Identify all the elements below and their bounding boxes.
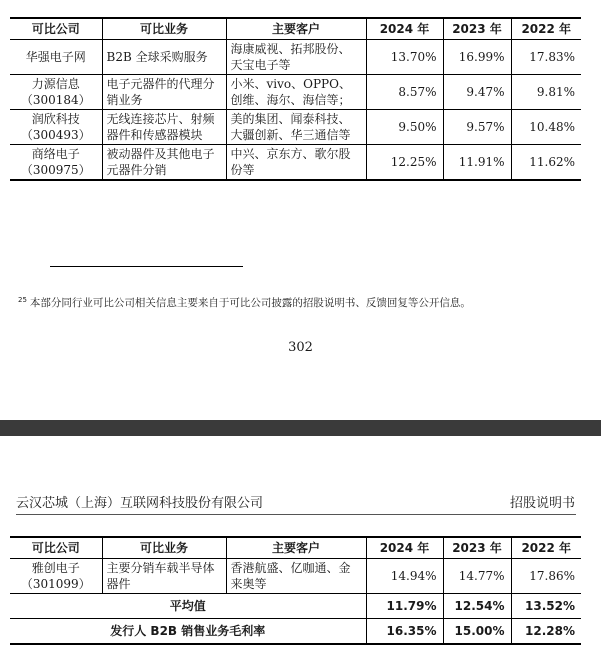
header-2022: 2022 年 xyxy=(511,537,581,559)
cell-company: 雅创电子（301099） xyxy=(10,559,102,594)
cell-2024: 14.94% xyxy=(366,559,443,594)
cell-company: 润欣科技（300493） xyxy=(10,110,102,145)
cell-customers: 海康威视、拓邦股份、天宝电子等 xyxy=(226,40,366,75)
cell-2022: 17.83% xyxy=(511,40,581,75)
cell-business: 电子元器件的代理分销业务 xyxy=(102,75,226,110)
header-2023: 2023 年 xyxy=(443,537,511,559)
document-page-next xyxy=(0,436,601,655)
header-customers: 主要客户 xyxy=(226,18,366,40)
average-2022: 13.52% xyxy=(511,594,581,619)
cell-company: 力源信息（300184） xyxy=(10,75,102,110)
comparable-companies-table-continued xyxy=(10,536,581,645)
issuer-2022: 12.28% xyxy=(511,619,581,645)
cell-2023: 14.77% xyxy=(443,559,511,594)
running-header-doc-type: 招股说明书 xyxy=(509,496,575,511)
table-header-row xyxy=(10,18,581,40)
issuer-2024: 16.35% xyxy=(366,619,443,645)
table-row xyxy=(10,75,581,110)
cell-2024: 13.70% xyxy=(366,40,443,75)
cell-2024: 9.50% xyxy=(366,110,443,145)
header-company: 可比公司 xyxy=(10,537,102,559)
comparable-companies-table xyxy=(10,17,581,181)
cell-business: 主要分销车载半导体器件 xyxy=(102,559,226,594)
header-2023: 2023 年 xyxy=(443,18,511,40)
cell-2022: 11.62% xyxy=(511,145,581,181)
cell-2024: 12.25% xyxy=(366,145,443,181)
cell-2024: 8.57% xyxy=(366,75,443,110)
table-row xyxy=(10,145,581,181)
cell-2023: 9.47% xyxy=(443,75,511,110)
footnote xyxy=(18,295,471,310)
table-row xyxy=(10,559,581,594)
table-row xyxy=(10,110,581,145)
cell-2022: 17.86% xyxy=(511,559,581,594)
footnote-number: 25 xyxy=(18,296,27,304)
footnote-text: 本部分同行业可比公司相关信息主要来自于可比公司披露的招股说明书、反馈回复等公开信息。 xyxy=(29,297,471,309)
average-2023: 12.54% xyxy=(443,594,511,619)
issuer-label: 发行人 B2B 销售业务毛利率 xyxy=(10,619,366,645)
cell-business: 无线连接芯片、射频器件和传感器模块 xyxy=(102,110,226,145)
average-row xyxy=(10,594,581,619)
header-rule xyxy=(16,514,576,515)
cell-2023: 11.91% xyxy=(443,145,511,181)
header-business: 可比业务 xyxy=(102,18,226,40)
cell-2023: 9.57% xyxy=(443,110,511,145)
cell-customers: 香港航盛、亿咖通、金来奥等 xyxy=(226,559,366,594)
issuer-2023: 15.00% xyxy=(443,619,511,645)
cell-business: 被动器件及其他电子元器件分销 xyxy=(102,145,226,181)
header-2024: 2024 年 xyxy=(366,18,443,40)
table-header-row xyxy=(10,537,581,559)
cell-customers: 美的集团、闻泰科技、大疆创新、华三通信等 xyxy=(226,110,366,145)
cell-company: 华强电子网 xyxy=(10,40,102,75)
cell-business: B2B 全球采购服务 xyxy=(102,40,226,75)
cell-customers: 小米、vivo、OPPO、创维、海尔、海信等； xyxy=(226,75,366,110)
footnote-divider xyxy=(50,266,243,267)
issuer-row xyxy=(10,619,581,645)
header-2024: 2024 年 xyxy=(366,537,443,559)
header-business: 可比业务 xyxy=(102,537,226,559)
average-2024: 11.79% xyxy=(366,594,443,619)
page-separator xyxy=(0,420,601,436)
cell-customers: 中兴、京东方、歌尔股份等 xyxy=(226,145,366,181)
average-label: 平均值 xyxy=(10,594,366,619)
cell-2022: 9.81% xyxy=(511,75,581,110)
page-number: 302 xyxy=(288,340,313,355)
header-2022: 2022 年 xyxy=(511,18,581,40)
cell-2022: 10.48% xyxy=(511,110,581,145)
cell-2023: 16.99% xyxy=(443,40,511,75)
header-customers: 主要客户 xyxy=(226,537,366,559)
table-row xyxy=(10,40,581,75)
cell-company: 商络电子（300975） xyxy=(10,145,102,181)
header-company: 可比公司 xyxy=(10,18,102,40)
running-header-company: 云汉芯城（上海）互联网科技股份有限公司 xyxy=(16,496,264,511)
